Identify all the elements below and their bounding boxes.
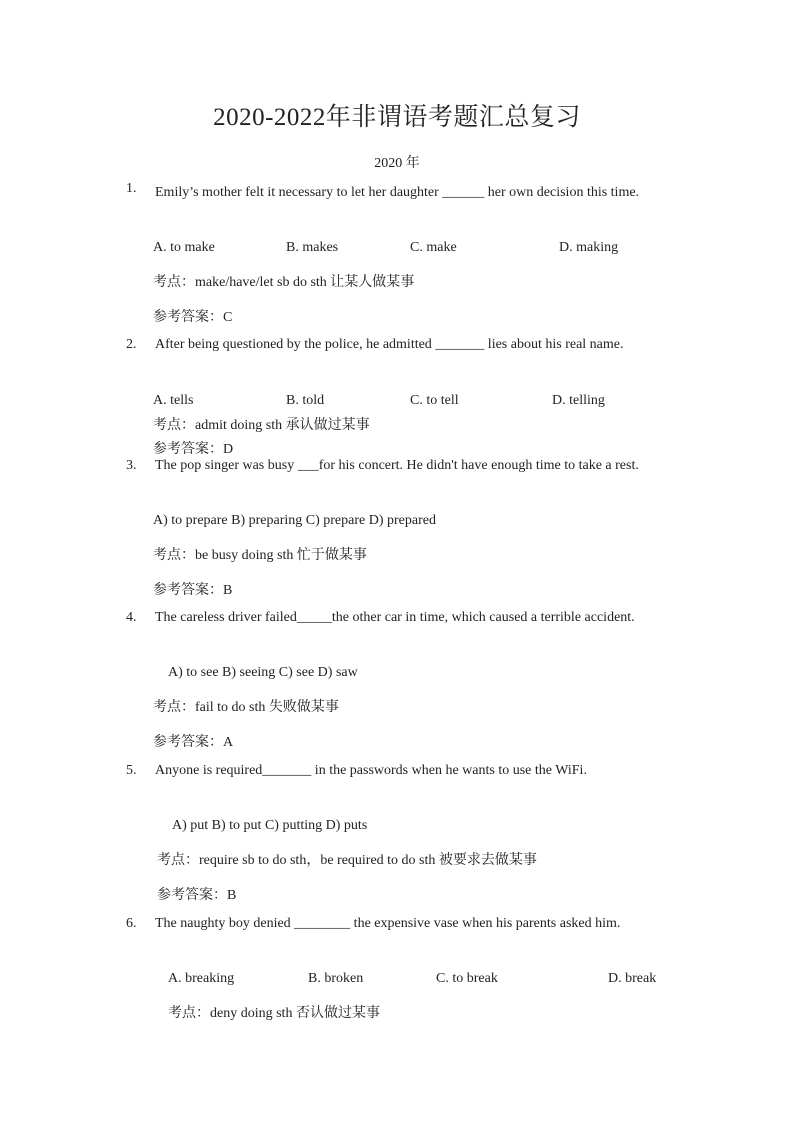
question-stem: Anyone is required_______ in the passwords when he wants to use the WiFi.: [155, 763, 587, 778]
key-point-5: 考点：require sb to do sth，be required to do sth 被要求去做某事: [157, 853, 537, 868]
options-line-4: A) to see B) seeing C) see D) saw: [168, 665, 358, 680]
question-stem: The naughty boy denied ________ the expensive vase when his parents asked him.: [155, 916, 621, 931]
option-c: C. to tell: [410, 393, 459, 408]
option-d: D. break: [608, 971, 657, 986]
question-number: 3.: [126, 458, 137, 473]
option-a: A. to make: [153, 240, 215, 255]
option-b: B. makes: [286, 240, 339, 255]
options-line-3: A) to prepare B) preparing C) prepare D) prepared: [153, 513, 436, 528]
options-line-5: A) put B) to put C) putting D) puts: [172, 818, 368, 833]
key-point-6: 考点：deny doing sth 否认做过某事: [168, 1006, 380, 1021]
year-heading: 2020 年: [374, 156, 420, 171]
option-a: A. tells: [153, 393, 194, 408]
answer-3: 参考答案：B: [153, 583, 233, 598]
option-b: B. broken: [308, 971, 364, 986]
question-number: 6.: [126, 916, 137, 931]
option-a: A. breaking: [168, 971, 235, 986]
option-d: D. telling: [552, 393, 605, 408]
key-point-4: 考点：fail to do sth 失败做某事: [153, 700, 339, 715]
option-c: C. to break: [436, 971, 498, 986]
question-stem: Emily’s mother felt it necessary to let her daughter ______ her own decision this time.: [155, 185, 640, 200]
answer-1: 参考答案：C: [153, 310, 233, 325]
question-number: 4.: [126, 610, 137, 625]
key-point-1: 考点：make/have/let sb do sth 让某人做某事: [153, 275, 415, 290]
question-stem: The pop singer was busy ___for his concert. He didn't have enough time to take a rest.: [155, 458, 639, 473]
question-number: 1.: [126, 181, 137, 196]
question-stem: The careless driver failed_____the other car in time, which caused a terrible accident.: [155, 610, 635, 625]
answer-2: 参考答案：D: [153, 442, 234, 457]
answer-4: 参考答案：A: [153, 735, 234, 750]
option-c: C. make: [410, 240, 457, 255]
question-number: 2.: [126, 337, 137, 352]
question-number: 5.: [126, 763, 137, 778]
option-b: B. told: [286, 393, 325, 408]
key-point-3: 考点：be busy doing sth 忙于做某事: [153, 548, 367, 563]
answer-5: 参考答案：B: [157, 888, 237, 903]
key-point-2: 考点：admit doing sth 承认做过某事: [153, 418, 370, 433]
document-title: 2020-2022年非谓语考题汇总复习: [213, 104, 581, 131]
option-d: D. making: [559, 240, 619, 255]
question-stem: After being questioned by the police, he admitted _______ lies about his real name.: [155, 337, 624, 352]
